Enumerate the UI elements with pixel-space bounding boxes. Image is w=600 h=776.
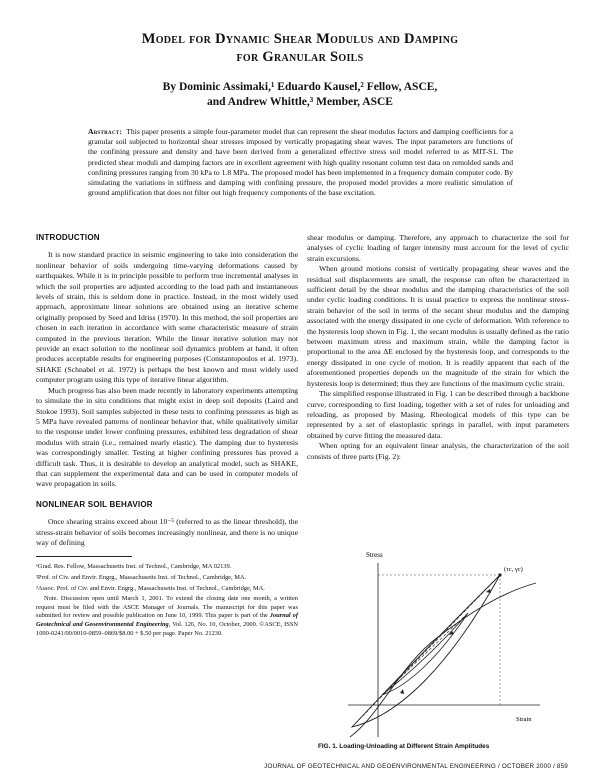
left-column <box>36 233 298 640</box>
secant-line-small <box>382 613 468 695</box>
right-paragraph-1: shear modulus or damping. Therefore, any approach to characterize the soil for analyses of cyclic loading of larger intensity must account for the level of cyclic strain excursions. <box>307 233 569 263</box>
right-paragraph-2: When ground motions consist of vertically propagating shear waves and the residual soil displacements are small, the response can often be characterized in sufficient detail by the shear modulus and the damping characteristics of the soil under cyclic loading conditions. It is usual practice to express the nonlinear stress-strain behavior of the soil in terms of the secant shear modulus and the damping associated with the energy dissipated in one cycle of deformation. With reference to the hysteresis loop shown in Fig. 1, the secant modulus is usually defined as the ratio between maximum stress and maximum strain, while the damping factor is proportional to the area ΔE enclosed by the hysteresis loop, and corresponds to the energy dissipated in one cycle of motion. It is readily apparent that each of the aforementioned properties depends on the magnitude of the strain for which the hysteresis loop is determined; thus they are functions of the maximum cyclic strain. <box>307 264 569 388</box>
strain-axis-label: Strain <box>516 716 532 723</box>
right-paragraph-4: When opting for an equivalent linear analysis, the characterization of the soil consists of three parts (Fig. 2): <box>307 441 569 461</box>
authors-line-2: and Andrew Whittle,³ Member, ASCE <box>207 96 393 108</box>
footnote-1: ¹Grad. Res. Fellow, Massachusetts Inst. of Technol., Cambridge, MA 02139. <box>36 563 232 571</box>
note-journal: Journal of Geotechnical and Geoenvironmental Engineering <box>36 612 298 628</box>
abstract-text: This paper presents a simple four-parameter model that can represent the shear modulus factors and damping coefficients for a granular soil subjected to horizontal shear stresses imposed by vertically propagating shear waves. The input parameters are functions of the confining pressure and density and have been derived from a generalized effective stress soil model referred to as MIT-S1. The predicted shear moduli and damping factors are in excellent agreement with high quality resonant column test data on remolded sands and confining pressures ranging from 30 kPa to 1.8 MPa. The proposed model has been implemented in a frequency domain computer code. By simulating the variations in stiffness and damping with confining pressure, the proposed model provides a more realistic simulation of ground amplification that does not filter out high frequency components of the base excitation. <box>88 127 513 198</box>
note-text-b: , Vol. 126, No. 10, October, 2000. ©ASCE, ISSN 1090-0241/00/0010-0859–0869/$8.00 + $.50 per page. Paper No. 21230. <box>36 620 298 637</box>
intro-paragraph-1: It is now standard practice in seismic engineering to take into consideration the nonlinear behavior of soils undergoing time-varying deformations caused by earthquakes. While it is in principle possible to perform true incremental analyses in which the soil properties are adjusted according to the load path and instantaneous levels of strain, this is seldom done in practice. Instead, in the most widely used approach, approximate linear solutions are obtained using an iterative scheme originally proposed by Seed and Idriss (1970). In this method, the soil properties are chosen in each iteration in accordance with some characteristic measure of strain computed in the previous iteration. While the linear iterative solution may not provide an exact solution to the nonlinear soil dynamics problem at hand, it often produces acceptable results for engineering purposes (Constantopoulos et al. 1973). SHAKE (Schnabel et al. 1972) is perhaps the best known and most widely used computer program using this type of iterative linear algorithm. <box>36 250 298 385</box>
title-line-1: Model for Dynamic Shear Modulus and Damping <box>141 31 459 47</box>
right-paragraph-3: The simplified response illustrated in Fig. 1 can be described through a backbone curve, corresponding to first loading, together with a set of rules for unloading and reloading, as proposed by Masing. Rheological models of this type can be represented by a set of elastoplastic springs in parallel, with input parameters obtained by curve fitting the measured data. <box>307 389 569 440</box>
stress-axis-label: Stress <box>366 551 383 559</box>
abstract-label: Abstract: <box>88 127 123 136</box>
footnote-2: ²Prof. of Civ. and Envir. Engrg., Massachusetts Inst. of Technol., Cambridge, MA. <box>36 573 247 581</box>
authors-line-1: By Dominic Assimaki,¹ Eduardo Kausel,² Fellow, ASCE, <box>162 81 438 93</box>
abstract <box>88 127 513 198</box>
loading-arrow <box>486 589 491 593</box>
secant-line-large <box>352 575 500 727</box>
peak-point-label: (τc, γc) <box>504 566 523 573</box>
title-line-2: for Granular Soils <box>236 49 364 65</box>
unloading-arrow <box>400 689 404 694</box>
discussion-note <box>36 595 298 638</box>
paper-title <box>60 30 540 66</box>
journal-footer: JOURNAL OF GEOTECHNICAL AND GEOENVIRONMENTAL ENGINEERING / OCTOBER 2000 / 859 <box>264 763 568 770</box>
figure-1-hysteresis <box>340 545 550 750</box>
footnote-3: ³Assoc. Prof. of Civ. and Envir. Engrg., Massachusetts Inst. of Technol., Cambridge, MA. <box>36 584 265 592</box>
nonlinear-paragraph-1: Once shearing strains exceed about 10⁻⁵ (referred to as the linear threshold), the stress-strain behavior of soils becomes increasingly nonlinear, and there is no unique way of defining <box>36 517 298 547</box>
figure-caption: FIG. 1. Loading-Unloading at Different Strain Amplitudes <box>318 743 490 750</box>
author-block <box>60 80 540 110</box>
footnote-rule <box>36 556 132 557</box>
intro-heading: INTRODUCTION <box>36 233 100 242</box>
intro-paragraph-2: Much progress has also been made recently in laboratory experiments attempting to simulate the in situ conditions that might exist in deep soil deposits (Laird and Stokoe 1993). Soil samples subjected in these tests to confining pressures as high as 5 MPa have revealed patterns of nonlinear behavior that, while qualitatively similar to the response under lower confining pressures, exhibited less degradation of shear modulus with strain (i.e., remained nearly elastic). The damping due to hysteresis was correspondingly smaller. Testing at higher confining pressures has proved a difficult task. Thus, it is desirable to develop an analytical model, such as SHAKE, that can supplement the experimental data and can be used in computer models of wave propagation in soils. <box>36 385 298 489</box>
peak-point <box>498 573 501 576</box>
note-text-a: Note. Discussion open until March 1, 2001. To extend the closing date one month, a written request must be filed with the ASCE Manager of Journals. The manuscript for this paper was submitted for review and possible publication on June 10, 1999. This paper is part of the <box>36 595 298 620</box>
nonlinear-heading: NONLINEAR SOIL BEHAVIOR <box>36 499 153 509</box>
right-column <box>307 233 569 462</box>
